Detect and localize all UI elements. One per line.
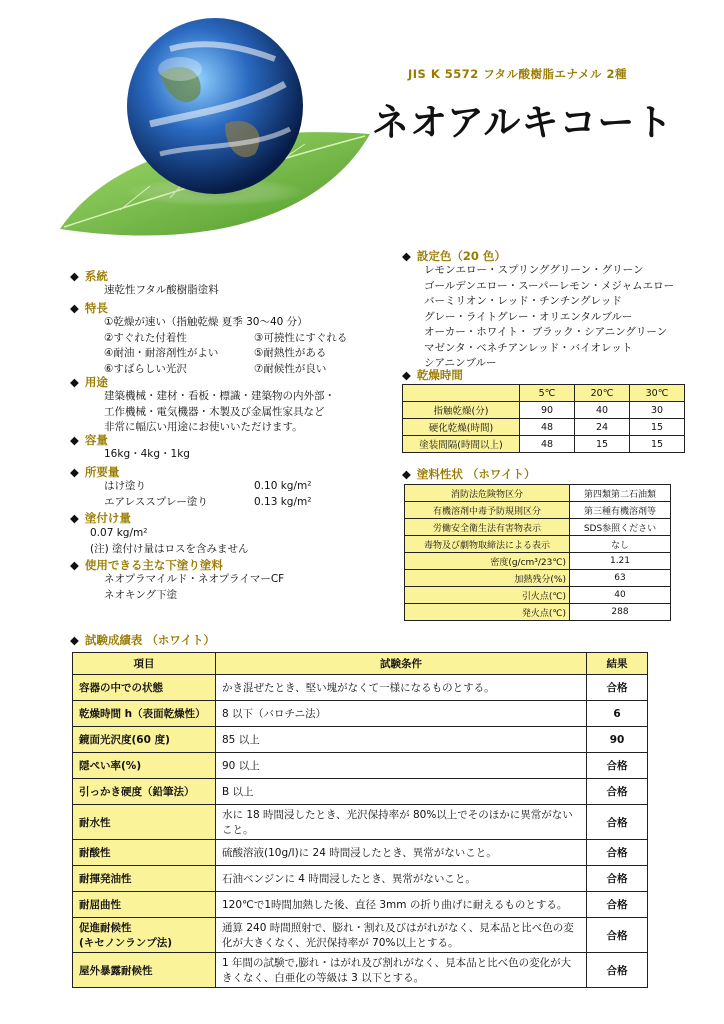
required-amount-heading: ◆ 所要量 bbox=[70, 465, 120, 479]
test-item: 鏡面光沢度(60 度) bbox=[73, 727, 216, 753]
test-row bbox=[73, 779, 648, 805]
drying-header-row bbox=[403, 385, 685, 402]
coverage-value: 0.07 kg/m² bbox=[90, 527, 148, 539]
color-line: マゼンタ・ベネチアンレッド・バイオレット bbox=[424, 341, 633, 354]
globe-on-leaf-illustration bbox=[40, 14, 380, 274]
property-label: 労働安全衛生法有害物表示 bbox=[405, 519, 570, 536]
test-item: 促進耐候性 (キセノンランプ法) bbox=[73, 918, 216, 953]
properties-table bbox=[404, 484, 671, 621]
property-label: 加熱残分(%) bbox=[405, 570, 570, 587]
diamond-bullet-icon: ◆ bbox=[70, 375, 79, 389]
diamond-bullet-icon: ◆ bbox=[70, 433, 79, 447]
property-row bbox=[405, 536, 671, 553]
colors-heading: ◆ 設定色（20 色） bbox=[402, 249, 506, 263]
test-item: 屋外暴露耐候性 bbox=[73, 953, 216, 988]
feature-item: ④耐油・耐溶剤性がよい bbox=[104, 347, 219, 359]
test-header-cell: 結果 bbox=[587, 653, 648, 675]
drying-row-label: 指触乾燥(分) bbox=[403, 402, 520, 419]
test-header-cell: 試験条件 bbox=[216, 653, 587, 675]
test-result: 合格 bbox=[587, 779, 648, 805]
test-item: 乾燥時間 h（表面乾燥性） bbox=[73, 701, 216, 727]
test-header-row bbox=[73, 653, 648, 675]
method-value: 0.10 kg/m² bbox=[254, 480, 312, 492]
capacity-heading: ◆ 容量 bbox=[70, 433, 108, 447]
features-heading: ◆ 特長 bbox=[70, 301, 108, 315]
diamond-bullet-icon: ◆ bbox=[70, 511, 79, 525]
property-value: 第四類第二石油類 bbox=[570, 485, 671, 502]
color-line: ゴールデンエロー・スーパーレモン・メジャムエロー bbox=[424, 279, 675, 292]
test-result: 合格 bbox=[587, 675, 648, 701]
drying-value: 48 bbox=[520, 419, 575, 436]
drying-time-table bbox=[402, 384, 685, 453]
property-label: 発火点(℃) bbox=[405, 604, 570, 621]
feature-item: ⑤耐熱性がある bbox=[254, 347, 327, 359]
diamond-bullet-icon: ◆ bbox=[70, 558, 79, 572]
drying-header-cell: 5℃ bbox=[520, 385, 575, 402]
test-result: 90 bbox=[587, 727, 648, 753]
property-row bbox=[405, 519, 671, 536]
test-row bbox=[73, 727, 648, 753]
drying-value: 15 bbox=[630, 419, 685, 436]
color-line: グレー・ライトグレー・オリエンタルブルー bbox=[424, 310, 633, 323]
property-row bbox=[405, 485, 671, 502]
property-value: 63 bbox=[570, 570, 671, 587]
test-condition: 120℃で1時間加熱した後、直径 3mm の折り曲げに耐えるものとする。 bbox=[216, 892, 587, 918]
test-row bbox=[73, 892, 648, 918]
uses-text bbox=[104, 389, 335, 436]
property-label: 引火点(℃) bbox=[405, 587, 570, 604]
test-item: 容器の中での状態 bbox=[73, 675, 216, 701]
property-row bbox=[405, 570, 671, 587]
test-row bbox=[73, 840, 648, 866]
test-result: 合格 bbox=[587, 840, 648, 866]
property-label: 密度(g/cm³/23℃) bbox=[405, 553, 570, 570]
drying-header-cell: 20℃ bbox=[575, 385, 630, 402]
test-result: 合格 bbox=[587, 953, 648, 988]
test-item: 隠ぺい率(%) bbox=[73, 753, 216, 779]
colors-list bbox=[424, 263, 674, 372]
diamond-bullet-icon: ◆ bbox=[70, 301, 79, 315]
coverage-note: (注) 塗付け量はロスを含みません bbox=[90, 542, 249, 555]
jis-standard-label: JIS K 5572 フタル酸樹脂エナメル 2種 bbox=[408, 67, 628, 81]
test-item: 耐揮発油性 bbox=[73, 866, 216, 892]
color-line: シアニンブルー bbox=[424, 357, 497, 369]
test-row bbox=[73, 866, 648, 892]
coverage-text bbox=[90, 526, 249, 557]
feature-item: ⑥すばらしい光沢 bbox=[104, 362, 187, 375]
property-value: 40 bbox=[570, 587, 671, 604]
primer-line: ネオキング下塗 bbox=[104, 588, 178, 601]
capacity-text: 16kg・4kg・1kg bbox=[104, 448, 190, 460]
test-row bbox=[73, 918, 648, 953]
test-row bbox=[73, 753, 648, 779]
system-heading: ◆ 系統 bbox=[70, 269, 108, 283]
method-label: エアレススプレー塗り bbox=[104, 495, 208, 508]
test-item: 耐酸性 bbox=[73, 840, 216, 866]
test-condition: 硫酸溶液(10g/l)に 24 時間浸したとき、異常がないこと。 bbox=[216, 840, 587, 866]
test-row bbox=[73, 953, 648, 988]
property-value: 1.21 bbox=[570, 553, 671, 570]
test-condition: かき混ぜたとき、堅い塊がなくて一様になるものとする。 bbox=[216, 675, 587, 701]
property-label: 毒物及び劇物取締法による表示 bbox=[405, 536, 570, 553]
method-label: はけ塗り bbox=[104, 480, 146, 492]
test-row bbox=[73, 675, 648, 701]
drying-value: 24 bbox=[575, 419, 630, 436]
drying-row-label: 塗装間隔(時間以上) bbox=[403, 436, 520, 453]
feature-line: ①乾燥が速い（指触乾燥 夏季 30～40 分） bbox=[104, 316, 308, 328]
primers-text bbox=[104, 572, 284, 603]
diamond-bullet-icon: ◆ bbox=[70, 633, 79, 647]
drying-value: 15 bbox=[575, 436, 630, 453]
primers-heading: ◆ 使用できる主な下塗り塗料 bbox=[70, 558, 223, 572]
color-line: レモンエロー・スプリンググリーン・グリーン bbox=[424, 264, 644, 276]
test-condition: 水に 18 時間浸したとき、光沢保持率が 80%以上でそのほかに異常がないこと。 bbox=[216, 805, 587, 840]
test-condition: 1 年間の試験で,膨れ・はがれ及び割れがなく、見本品と比べ色の変化が大きくなく、白亜化の等級は 3 以下とする。 bbox=[216, 953, 587, 988]
test-result: 合格 bbox=[587, 892, 648, 918]
property-row bbox=[405, 604, 671, 621]
drying-row bbox=[403, 419, 685, 436]
diamond-bullet-icon: ◆ bbox=[402, 467, 411, 481]
features-list bbox=[104, 315, 374, 379]
diamond-bullet-icon: ◆ bbox=[70, 269, 79, 283]
property-value: 288 bbox=[570, 604, 671, 621]
test-row bbox=[73, 805, 648, 840]
color-line: バーミリオン・レッド・チンチングレッド bbox=[424, 295, 622, 307]
feature-item: ②すぐれた付着性 bbox=[104, 331, 187, 344]
uses-line: 非常に幅広い用途にお使いいただけます。 bbox=[104, 421, 303, 433]
property-row bbox=[405, 553, 671, 570]
drying-value: 30 bbox=[630, 402, 685, 419]
test-condition: 85 以上 bbox=[216, 727, 587, 753]
test-condition: 90 以上 bbox=[216, 753, 587, 779]
properties-heading: ◆ 塗料性状 （ホワイト） bbox=[402, 467, 536, 481]
test-condition: B 以上 bbox=[216, 779, 587, 805]
color-line: オーカー・ホワイト・ ブラック・シアニングリーン bbox=[424, 326, 668, 338]
test-result: 合格 bbox=[587, 805, 648, 840]
test-results-table bbox=[72, 652, 648, 988]
feature-item: ③可撓性にすぐれる bbox=[254, 331, 348, 344]
coverage-heading: ◆ 塗付け量 bbox=[70, 511, 131, 525]
test-item: 耐水性 bbox=[73, 805, 216, 840]
test-header-cell: 項目 bbox=[73, 653, 216, 675]
uses-heading: ◆ 用途 bbox=[70, 375, 108, 389]
test-result: 合格 bbox=[587, 918, 648, 953]
drying-row-label: 硬化乾燥(時間) bbox=[403, 419, 520, 436]
feature-item: ⑦耐候性が良い bbox=[254, 362, 327, 375]
drying-header-cell: 30℃ bbox=[630, 385, 685, 402]
drying-header-cell bbox=[403, 385, 520, 402]
product-title: ネオアルキコート bbox=[372, 101, 674, 144]
uses-line: 建築機械・建材・看板・標識・建築物の内外部・ bbox=[104, 390, 335, 402]
diamond-bullet-icon: ◆ bbox=[402, 368, 411, 382]
test-row bbox=[73, 701, 648, 727]
property-label: 消防法危険物区分 bbox=[405, 485, 570, 502]
method-value: 0.13 kg/m² bbox=[254, 495, 312, 508]
property-value: SDS参照ください bbox=[570, 519, 671, 536]
test-result: 合格 bbox=[587, 866, 648, 892]
property-label: 有機溶剤中毒予防規則区分 bbox=[405, 502, 570, 519]
test-item: 引っかき硬度（鉛筆法） bbox=[73, 779, 216, 805]
required-amount-table bbox=[104, 479, 374, 510]
test-condition: 8 以下（バロチニ法） bbox=[216, 701, 587, 727]
drying-value: 15 bbox=[630, 436, 685, 453]
test-condition: 石油ベンジンに 4 時間浸したとき、異常がないこと。 bbox=[216, 866, 587, 892]
drying-row bbox=[403, 436, 685, 453]
property-value: なし bbox=[570, 536, 671, 553]
property-value: 第三種有機溶剤等 bbox=[570, 502, 671, 519]
diamond-bullet-icon: ◆ bbox=[70, 465, 79, 479]
drying-row bbox=[403, 402, 685, 419]
test-result: 6 bbox=[587, 701, 648, 727]
test-results-heading: ◆ 試験成績表 （ホワイト） bbox=[70, 633, 216, 647]
drying-value: 40 bbox=[575, 402, 630, 419]
uses-line: 工作機械・電気機器・木製及び金属性家具など bbox=[104, 405, 325, 418]
drying-heading: ◆ 乾燥時間 bbox=[402, 368, 463, 382]
test-result: 合格 bbox=[587, 753, 648, 779]
diamond-bullet-icon: ◆ bbox=[402, 249, 411, 263]
drying-value: 48 bbox=[520, 436, 575, 453]
property-row bbox=[405, 502, 671, 519]
test-item: 耐屈曲性 bbox=[73, 892, 216, 918]
system-text: 速乾性フタル酸樹脂塗料 bbox=[104, 284, 219, 296]
test-condition: 通算 240 時間照射で、膨れ・割れ及びはがれがなく、見本品と比べ色の変化が大きくなく、光沢保持率が 70%以上とする。 bbox=[216, 918, 587, 953]
property-row bbox=[405, 587, 671, 604]
primer-line: ネオプラマイルド・ネオプライマーCF bbox=[104, 573, 285, 585]
drying-value: 90 bbox=[520, 402, 575, 419]
